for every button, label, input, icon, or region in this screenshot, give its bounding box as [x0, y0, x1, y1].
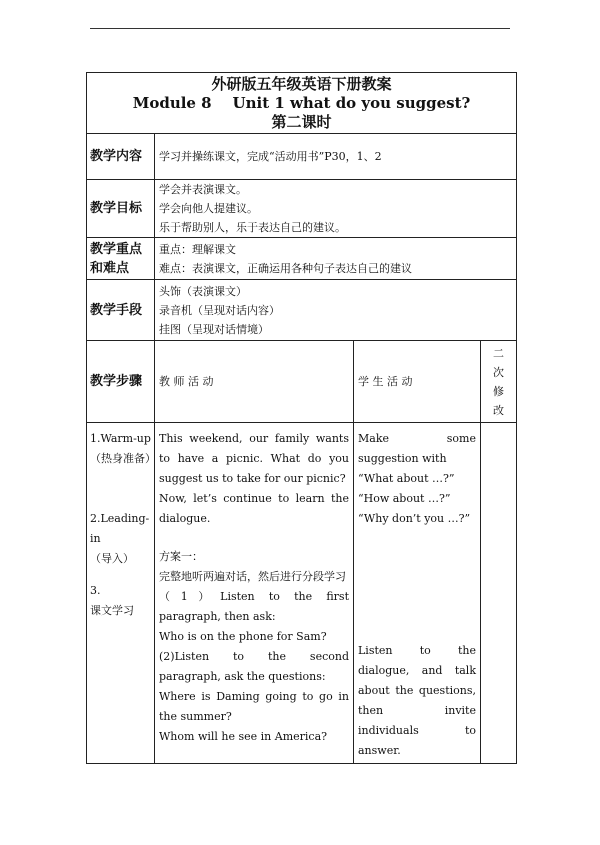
student-line: “What about …?” [358, 472, 455, 485]
lesson-plan-table [86, 72, 517, 764]
steps-label: 教学步骤 [87, 341, 155, 423]
goal-line: 乐于帮助别人，乐于表达自己的建议。 [159, 221, 346, 234]
title-main: 外研版五年级英语下册教案 [211, 74, 392, 93]
student-activity-header: 学 生 活 动 [354, 341, 481, 423]
keypoints-label-line: 教学重点 [90, 241, 143, 257]
teacher-line: (2)Listen to the second paragraph, ask the questions: [159, 650, 349, 683]
student-activity-cell [354, 423, 481, 764]
teacher-line: Who is on the phone for Sam? [159, 630, 327, 643]
revise-char: 改 [493, 403, 504, 417]
stage-leading-cn: （导入） [90, 552, 134, 565]
revise-header [481, 341, 517, 423]
keypoints-label [87, 238, 155, 280]
student-line: Listen to the dialogue, and talk about the questions, then invite individuals to answer. [358, 644, 476, 757]
title-unit: Module 8 Unit 1 what do you suggest? [132, 93, 471, 112]
goal-line: 学会并表演课文。 [159, 183, 247, 196]
teacher-activity-cell [155, 423, 354, 764]
stage-learning-cn: 课文学习 [90, 604, 134, 617]
means-line: 挂图（呈现对话情境） [159, 322, 269, 336]
goals-text [155, 180, 517, 238]
content-text: 学习并操练课文，完成“活动用书”P30，1、2 [155, 134, 517, 180]
means-label: 教学手段 [87, 280, 155, 341]
title-lesson: 第二课时 [271, 112, 332, 131]
student-line: “How about …?” [358, 492, 451, 505]
teacher-line: 完整地听两遍对话，然后进行分段学习 [159, 570, 346, 583]
teacher-activity-header: 教 师 活 动 [155, 341, 354, 423]
means-text [155, 280, 517, 341]
content-label: 教学内容 [87, 134, 155, 180]
student-line: Make some suggestion with [358, 432, 476, 465]
title-block [87, 73, 517, 134]
keypoints-label-line: 和难点 [90, 260, 130, 276]
stage-warmup: 1.Warm-up [90, 432, 151, 445]
header-rule [90, 28, 510, 29]
student-line: “Why don’t you …?” [358, 512, 471, 525]
revise-char: 修 [493, 384, 504, 398]
goal-line: 学会向他人提建议。 [159, 202, 258, 215]
keypoint-line: 重点：理解课文 [159, 242, 236, 256]
keypoints-text [155, 238, 517, 280]
stage-learning-number: 3. [90, 584, 101, 597]
steps-stage-cell [87, 423, 155, 764]
teacher-line: This weekend, our family wants to have a picnic. What do you suggest us to take for our picnic? [159, 432, 349, 485]
teacher-line: 方案一： [159, 550, 203, 563]
revise-cell [481, 423, 517, 764]
goals-label: 教学目标 [87, 180, 155, 238]
means-line: 录音机（呈现对话内容） [159, 303, 280, 317]
teacher-line: （1）Listen to the first paragraph, then ask: [159, 590, 349, 623]
teacher-line: Where is Daming going to go in the summer? [159, 690, 349, 723]
stage-leading: 2.Leading-in [90, 512, 150, 545]
revise-char: 次 [493, 365, 504, 379]
teacher-line: Now, let’s continue to learn the dialogue. [159, 492, 349, 525]
revise-char: 二 [493, 346, 504, 360]
keypoint-line: 难点：表演课文，正确运用各种句子表达自己的建议 [159, 261, 412, 275]
stage-warmup-cn: （热身准备） [90, 452, 156, 465]
means-line: 头饰（表演课文） [159, 284, 247, 298]
teacher-line: Whom will he see in America? [159, 730, 328, 743]
